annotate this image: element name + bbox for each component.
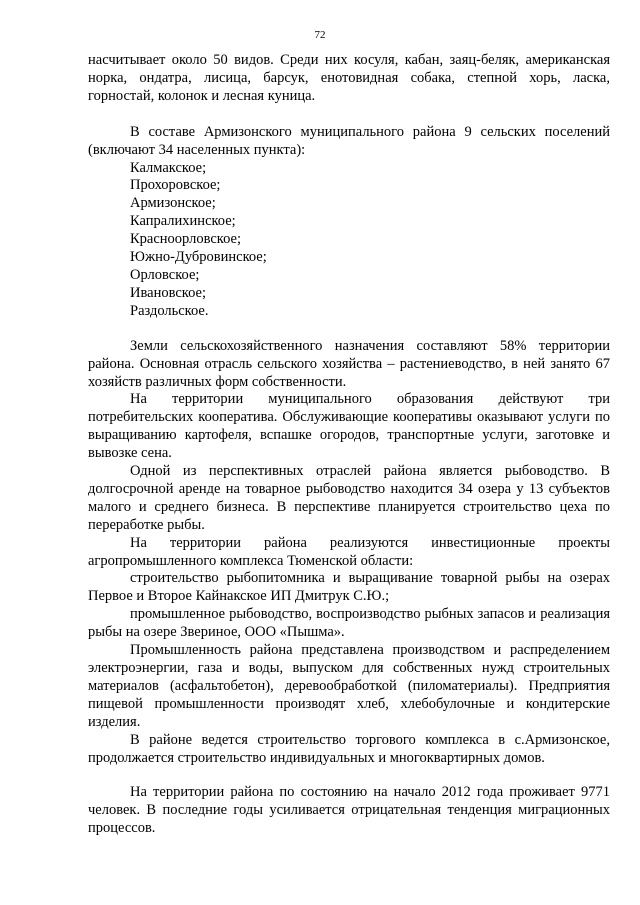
list-item: Капралихинское;	[130, 213, 236, 230]
paragraph-project-industrial-fishery: промышленное рыбоводство, воспроизводство рыбных запасов и реализация рыбы на озере Звериное, ООО «Пышма».	[88, 606, 610, 641]
paragraph-spacer	[88, 767, 610, 784]
list-item: Южно-Дубровинское;	[130, 249, 267, 266]
document-body	[88, 52, 610, 838]
list-item: Армизонское;	[130, 195, 216, 212]
list-item: Прохоровское;	[130, 177, 221, 194]
list-item: Орловское;	[130, 266, 200, 283]
paragraph-spacer	[88, 106, 610, 124]
paragraph-fish-farming: Одной из перспективных отраслей района является рыбоводство. В долгосрочной аренде на товарное рыбоводство находится 34 озера у 13 субъектов малого и среднего бизнеса. В перспективе планируется строительство цеха по переработке рыбы.	[88, 463, 610, 533]
list-item: Красноорловское;	[130, 231, 241, 248]
paragraph-settlements-intro: В составе Армизонского муниципального района 9 сельских поселений (включают 34 населенных пункта):	[88, 123, 610, 158]
paragraph-spacer	[88, 321, 610, 338]
paragraph-cooperatives: На территории муниципального образования действуют три потребительских кооператива. Обслуживающие кооперативы оказывают услуги по выращиванию картофеля, вспашке огородов, транспортные услуги, заготовке и вывозке сена.	[88, 391, 610, 462]
paragraph-population: На территории района по состоянию на начало 2012 года проживает 9771 человек. В последние годы усиливается отрицательная тенденция миграционных процессов.	[88, 784, 610, 837]
settlements-list	[88, 160, 610, 321]
paragraph-agricultural-land: Земли сельскохозяйственного назначения составляют 58% территории района. Основная отрасль сельского хозяйства – растениеводство, в ней занято 67 хозяйств различных форм собственности.	[88, 337, 610, 390]
paragraph-investment-projects: На территории района реализуются инвестиционные проекты агропромышленного комплекса Тюменской области:	[88, 534, 610, 569]
page-number: 72	[314, 29, 326, 41]
list-item: Калмакское;	[130, 159, 207, 176]
list-item: Ивановское;	[130, 284, 206, 301]
paragraph-project-fish-nursery: строительство рыбопитомника и выращивание товарной рыбы на озерах Первое и Второе Кайнакское ИП Дмитрук С.Ю.;	[88, 570, 610, 605]
paragraph-fauna: насчитывает около 50 видов. Среди них косуля, кабан, заяц-беляк, американская норка, ондатра, лисица, барсук, енотовидная собака, степной хорь, ласка, горностай, колонок и лесная куница.	[88, 52, 610, 104]
paragraph-construction: В районе ведется строительство торгового комплекса в с.Армизонское, продолжается строительство индивидуальных и многоквартирных домов.	[88, 731, 610, 766]
list-item: Раздольское.	[130, 302, 209, 319]
paragraph-industry: Промышленность района представлена производством и распределением электроэнергии, газа и воды, выпуском для собственных нужд строительных материалов (асфальтобетон), деревообработкой (пиломатериалы). Предприятия пищевой промышленности производят хлеб, хлебобулочные и кондитерские изделия.	[88, 642, 610, 730]
